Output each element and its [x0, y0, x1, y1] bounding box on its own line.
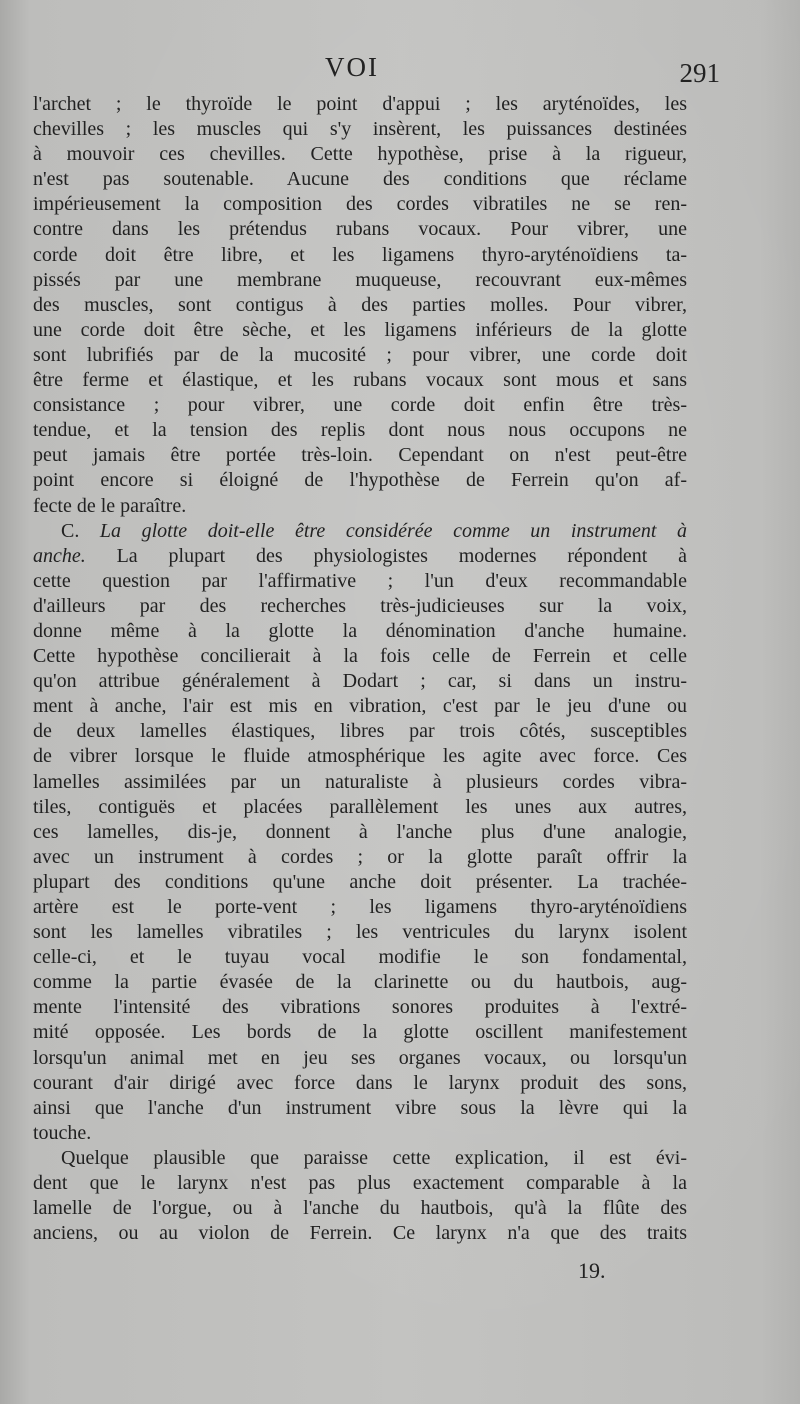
- text-line: [33, 544, 687, 569]
- text-line: une corde doit être sèche, et les ligamens inférieurs de la glotte: [33, 318, 687, 341]
- text-line: corde doit être libre, et les ligamens thyro-aryténoïdiens ta-: [33, 243, 687, 266]
- text-line: sont lubrifiés par de la mucosité ; pour vibrer, une corde doit: [33, 343, 687, 366]
- section-c-italic-word: anche.: [33, 544, 86, 567]
- text-line: mente l'intensité des vibrations sonores produites à l'extré-: [33, 996, 687, 1019]
- text-line: artère est le porte-vent ; les ligamens thyro-aryténoïdiens: [33, 896, 687, 918]
- text-line: tendue, et la tension des replis dont nous nous occupons ne: [33, 419, 687, 442]
- text-line: celle-ci, et le tuyau vocal modifie le son fondamental,: [33, 946, 687, 969]
- text-line: anciens, ou au violon de Ferrein. Ce larynx n'a que des traits: [33, 1222, 687, 1245]
- text-line: l'archet ; le thyroïde le point d'appui ; les aryténoïdes, les: [33, 93, 687, 115]
- text-line: donne même à la glotte la dénomination d'anche humaine.: [33, 619, 687, 642]
- signature-mark: 19.: [578, 1258, 606, 1283]
- text-line: n'est pas soutenable. Aucune des conditions que réclame: [33, 168, 687, 191]
- text-line: chevilles ; les muscles qui s'y insèrent, les puissances destinées: [33, 118, 687, 141]
- page-number: 291: [679, 58, 720, 88]
- section-c-heading: [33, 519, 687, 544]
- section-c-italic: La glotte doit-elle être considérée comme un instrument à: [99, 519, 687, 542]
- text-line: pissés par une membrane muqueuse, recouvrant eux-mêmes: [33, 268, 687, 291]
- text-line: comme la partie évasée de la clarinette ou du hautbois, aug-: [33, 971, 687, 994]
- header-title: VOI: [325, 52, 379, 82]
- text-line: Cette hypothèse concilierait à la fois celle de Ferrein et celle: [33, 645, 687, 668]
- text-line: fecte de le paraître.: [33, 494, 187, 517]
- text-line: plupart des conditions qu'une anche doit présenter. La trachée-: [33, 870, 687, 893]
- text-line: des muscles, sont contigus à des parties molles. Pour vibrer,: [33, 293, 687, 316]
- text-line: cette question par l'affirmative ; l'un d'eux recommandable: [33, 569, 687, 592]
- text-line: ainsi que l'anche d'un instrument vibre sous la lèvre qui la: [33, 1096, 687, 1119]
- text-line: lamelles assimilées par un naturaliste à plusieurs cordes vibra-: [33, 770, 687, 793]
- text-line: avec un instrument à cordes ; or la glotte paraît offrir la: [33, 845, 687, 868]
- text-line: courant d'air dirigé avec force dans le larynx produit des sons,: [33, 1071, 687, 1094]
- running-header: [30, 52, 720, 92]
- text-line: à mouvoir ces chevilles. Cette hypothèse, prise à la rigueur,: [33, 143, 687, 166]
- text-line: contre dans les prétendus rubans vocaux. Pour vibrer, une: [33, 218, 687, 241]
- text-line: impérieusement la composition des cordes vibratiles ne se ren-: [33, 193, 687, 216]
- text-line: dent que le larynx n'est pas plus exactement comparable à la: [33, 1172, 687, 1195]
- section-c-prefix: C.: [61, 519, 100, 542]
- text-line: sont les lamelles vibratiles ; les ventricules du larynx isolent: [33, 921, 687, 944]
- text-line: de deux lamelles élastiques, libres par trois côtés, susceptibles: [33, 720, 687, 743]
- text-line: peut jamais être portée très-loin. Cependant on n'est peut-être: [33, 444, 687, 467]
- page-body: [33, 92, 687, 1246]
- text-line: touche.: [33, 1121, 92, 1144]
- text-line: mité opposée. Les bords de la glotte oscillent manifestement: [33, 1021, 687, 1044]
- text-line: ces lamelles, dis-je, donnent à l'anche plus d'une analogie,: [33, 820, 687, 843]
- text-line: être ferme et élastique, et les rubans vocaux sont mous et sans: [33, 369, 687, 392]
- text-line: consistance ; pour vibrer, une corde doit enfin être très-: [33, 394, 687, 417]
- section-c-rest: La plupart des physiologistes modernes répondent à: [85, 544, 687, 567]
- text-line: qu'on attribue généralement à Dodart ; car, si dans un instru-: [33, 670, 687, 693]
- text-line: tiles, contiguës et placées parallèlement les unes aux autres,: [33, 795, 687, 818]
- text-line: de vibrer lorsque le fluide atmosphérique les agite avec force. Ces: [33, 745, 687, 768]
- text-line: lamelle de l'orgue, ou à l'anche du hautbois, qu'à la flûte des: [33, 1197, 687, 1220]
- text-line: lorsqu'un animal met en jeu ses organes vocaux, ou lorsqu'un: [33, 1046, 687, 1069]
- text-line: d'ailleurs par des recherches très-judicieuses sur la voix,: [33, 594, 687, 617]
- text-line: Quelque plausible que paraisse cette explication, il est évi-: [61, 1146, 687, 1169]
- text-line: point encore si éloigné de l'hypothèse de Ferrein qu'on af-: [33, 469, 687, 492]
- text-line: ment à anche, l'air est mis en vibration, c'est par le jeu d'une ou: [33, 695, 687, 718]
